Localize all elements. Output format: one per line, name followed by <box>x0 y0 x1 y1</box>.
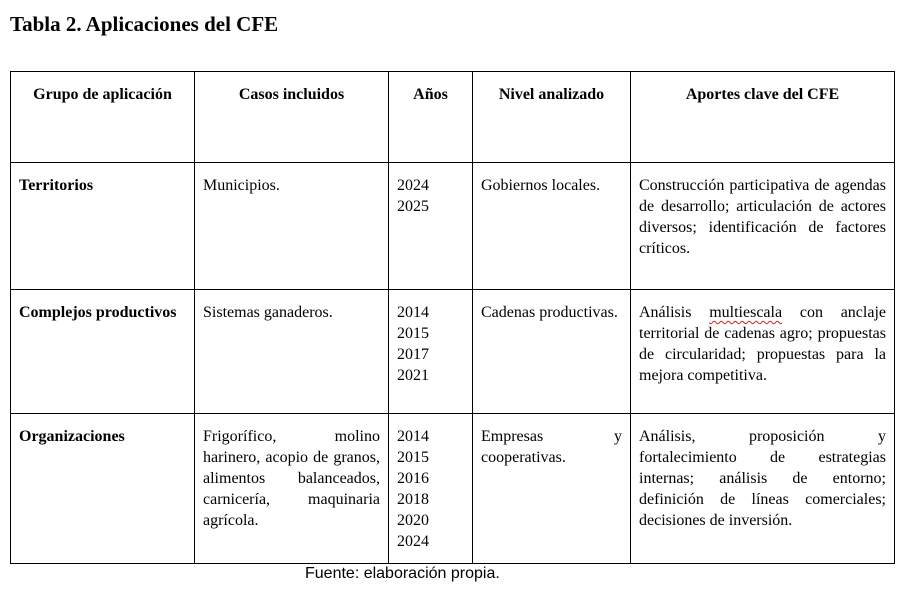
contrib-text-start: Análisis <box>639 304 710 321</box>
year-value: 2024 <box>397 533 429 550</box>
year-value: 2021 <box>397 367 429 384</box>
year-value: 2020 <box>397 512 429 529</box>
group-cell: Organizaciones <box>11 414 195 564</box>
years-cell <box>389 290 473 414</box>
year-value: 2017 <box>397 346 429 363</box>
table-row <box>11 163 895 290</box>
year-value: 2016 <box>397 470 429 487</box>
year-value: 2024 <box>397 177 429 194</box>
year-value: 2025 <box>397 198 429 215</box>
header-cases: Casos incluidos <box>195 72 389 163</box>
year-value: 2014 <box>397 304 429 321</box>
year-value: 2015 <box>397 325 429 342</box>
applications-table <box>10 71 895 564</box>
group-cell: Complejos productivos <box>11 290 195 414</box>
table-row <box>11 290 895 414</box>
contrib-cell <box>631 163 895 290</box>
contrib-text: con anclaje territorial de cadenas agro; propuestas de circularidad; propuestas para la mejora competitiva. <box>639 304 886 384</box>
year-value: 2014 <box>397 428 429 445</box>
year-value: 2015 <box>397 449 429 466</box>
level-cell: Gobiernos locales. <box>473 163 631 290</box>
header-years: Años <box>389 72 473 163</box>
contrib-cell <box>631 290 895 414</box>
level-cell: Empresas y cooperativas. <box>473 414 631 564</box>
header-group: Grupo de aplicación <box>11 72 195 163</box>
contrib-text: Construcción participativa de agendas de desarrollo; articulación de actores diversos; identificación de factores críticos. <box>639 177 886 257</box>
table-title: Tabla 2. Aplicaciones del CFE <box>10 12 279 36</box>
group-cell: Territorios <box>11 163 195 290</box>
header-level: Nivel analizado <box>473 72 631 163</box>
years-cell <box>389 414 473 564</box>
contrib-text: Análisis, proposición y fortalecimiento de estrategias internas; análisis de entorno; definición de líneas comerciales; decisiones de inversión. <box>639 428 886 529</box>
source-note: Fuente: elaboración propia. <box>305 565 500 582</box>
header-row <box>11 72 895 163</box>
table-row <box>11 414 895 564</box>
year-value: 2018 <box>397 491 429 508</box>
header-contributions: Aportes clave del CFE <box>631 72 895 163</box>
cases-cell: Municipios. <box>195 163 389 290</box>
level-cell: Cadenas productivas. <box>473 290 631 414</box>
cases-cell: Sistemas ganaderos. <box>195 290 389 414</box>
contrib-cell <box>631 414 895 564</box>
years-cell <box>389 163 473 290</box>
cases-cell: Frigorífico, molino harinero, acopio de granos, alimentos balanceados, carnicería, maquinaria agrícola. <box>195 414 389 564</box>
spellcheck-marked-word: multiescala <box>709 304 783 321</box>
